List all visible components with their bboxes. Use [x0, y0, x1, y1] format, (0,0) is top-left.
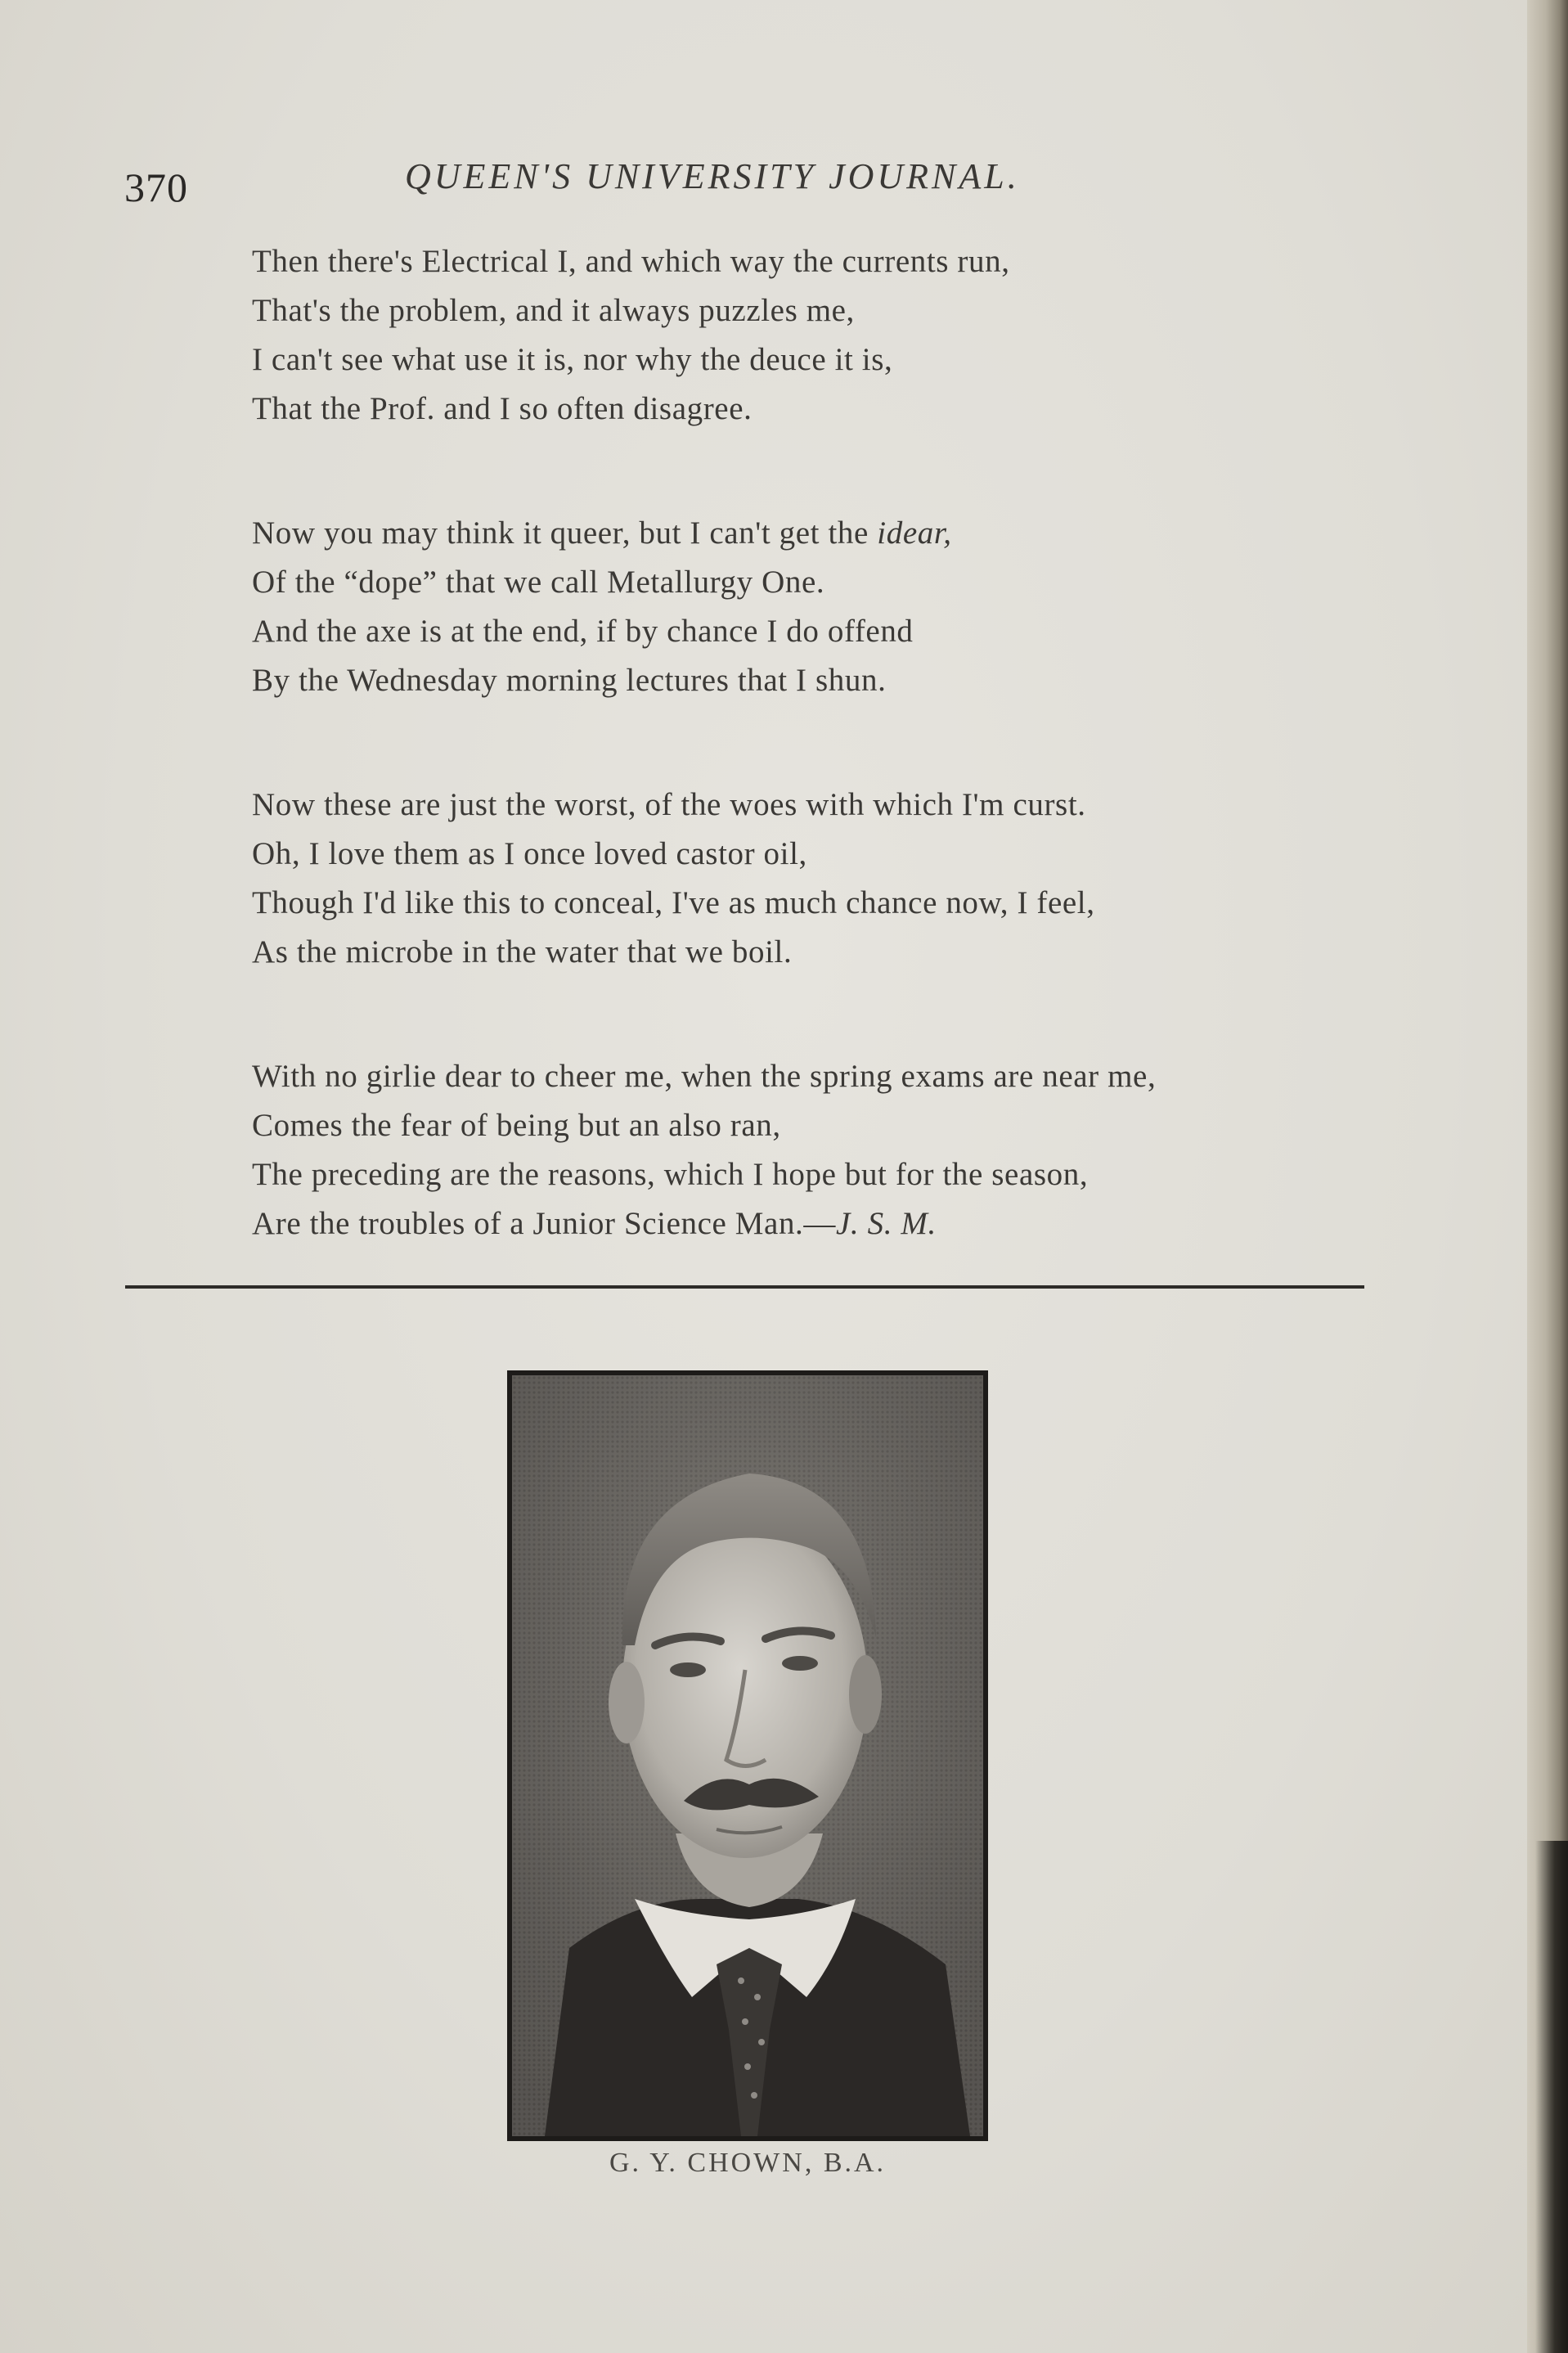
- poem: [252, 237, 1397, 1324]
- stanza-1: [252, 237, 1397, 434]
- author-signature: J. S. M.: [836, 1206, 937, 1241]
- poem-line: I can't see what use it is, nor why the deuce it is,: [252, 342, 893, 377]
- stanza-4: [252, 1052, 1397, 1248]
- poem-line-text: Are the troubles of a Junior Science Man.—: [252, 1206, 837, 1241]
- poem-line: Comes the fear of being but an also ran,: [252, 1108, 781, 1143]
- portrait-image: [512, 1375, 983, 2136]
- section-divider: [125, 1285, 1364, 1289]
- poem-line: And the axe is at the end, if by chance I do offend: [252, 614, 914, 649]
- running-head-title: QUEEN'S UNIVERSITY JOURNAL.: [405, 156, 1020, 196]
- italic-word: idear,: [877, 515, 952, 551]
- poem-line: Of the “dope” that we call Metallurgy One.: [252, 565, 825, 600]
- poem-line: [252, 1199, 1397, 1248]
- stanza-2: [252, 509, 1397, 705]
- poem-line: [252, 509, 1397, 558]
- poem-line: The preceding are the reasons, which I hope but for the season,: [252, 1157, 1089, 1192]
- stanza-3: [252, 781, 1397, 977]
- poem-line: As the microbe in the water that we boil.: [252, 934, 793, 970]
- poem-line: Then there's Electrical I, and which way the currents run,: [252, 244, 1010, 279]
- poem-line: Though I'd like this to conceal, I've as much chance now, I feel,: [252, 885, 1095, 920]
- poem-line: Oh, I love them as I once loved castor oil,: [252, 836, 807, 871]
- poem-line: By the Wednesday morning lectures that I shun.: [252, 663, 887, 698]
- page-number: 370: [124, 164, 188, 210]
- portrait-caption: G. Y. CHOWN, B.A.: [609, 2148, 887, 2178]
- poem-line: Now these are just the worst, of the woes with which I'm curst.: [252, 787, 1086, 822]
- poem-line-text: Now you may think it queer, but I can't get the: [252, 515, 869, 551]
- poem-line: That the Prof. and I so often disagree.: [252, 391, 753, 426]
- book-binding-edge: [1535, 1841, 1568, 2353]
- poem-line: With no girlie dear to cheer me, when the spring exams are near me,: [252, 1059, 1157, 1094]
- poem-line: That's the problem, and it always puzzles me,: [252, 293, 855, 328]
- portrait-photo: [507, 1370, 988, 2141]
